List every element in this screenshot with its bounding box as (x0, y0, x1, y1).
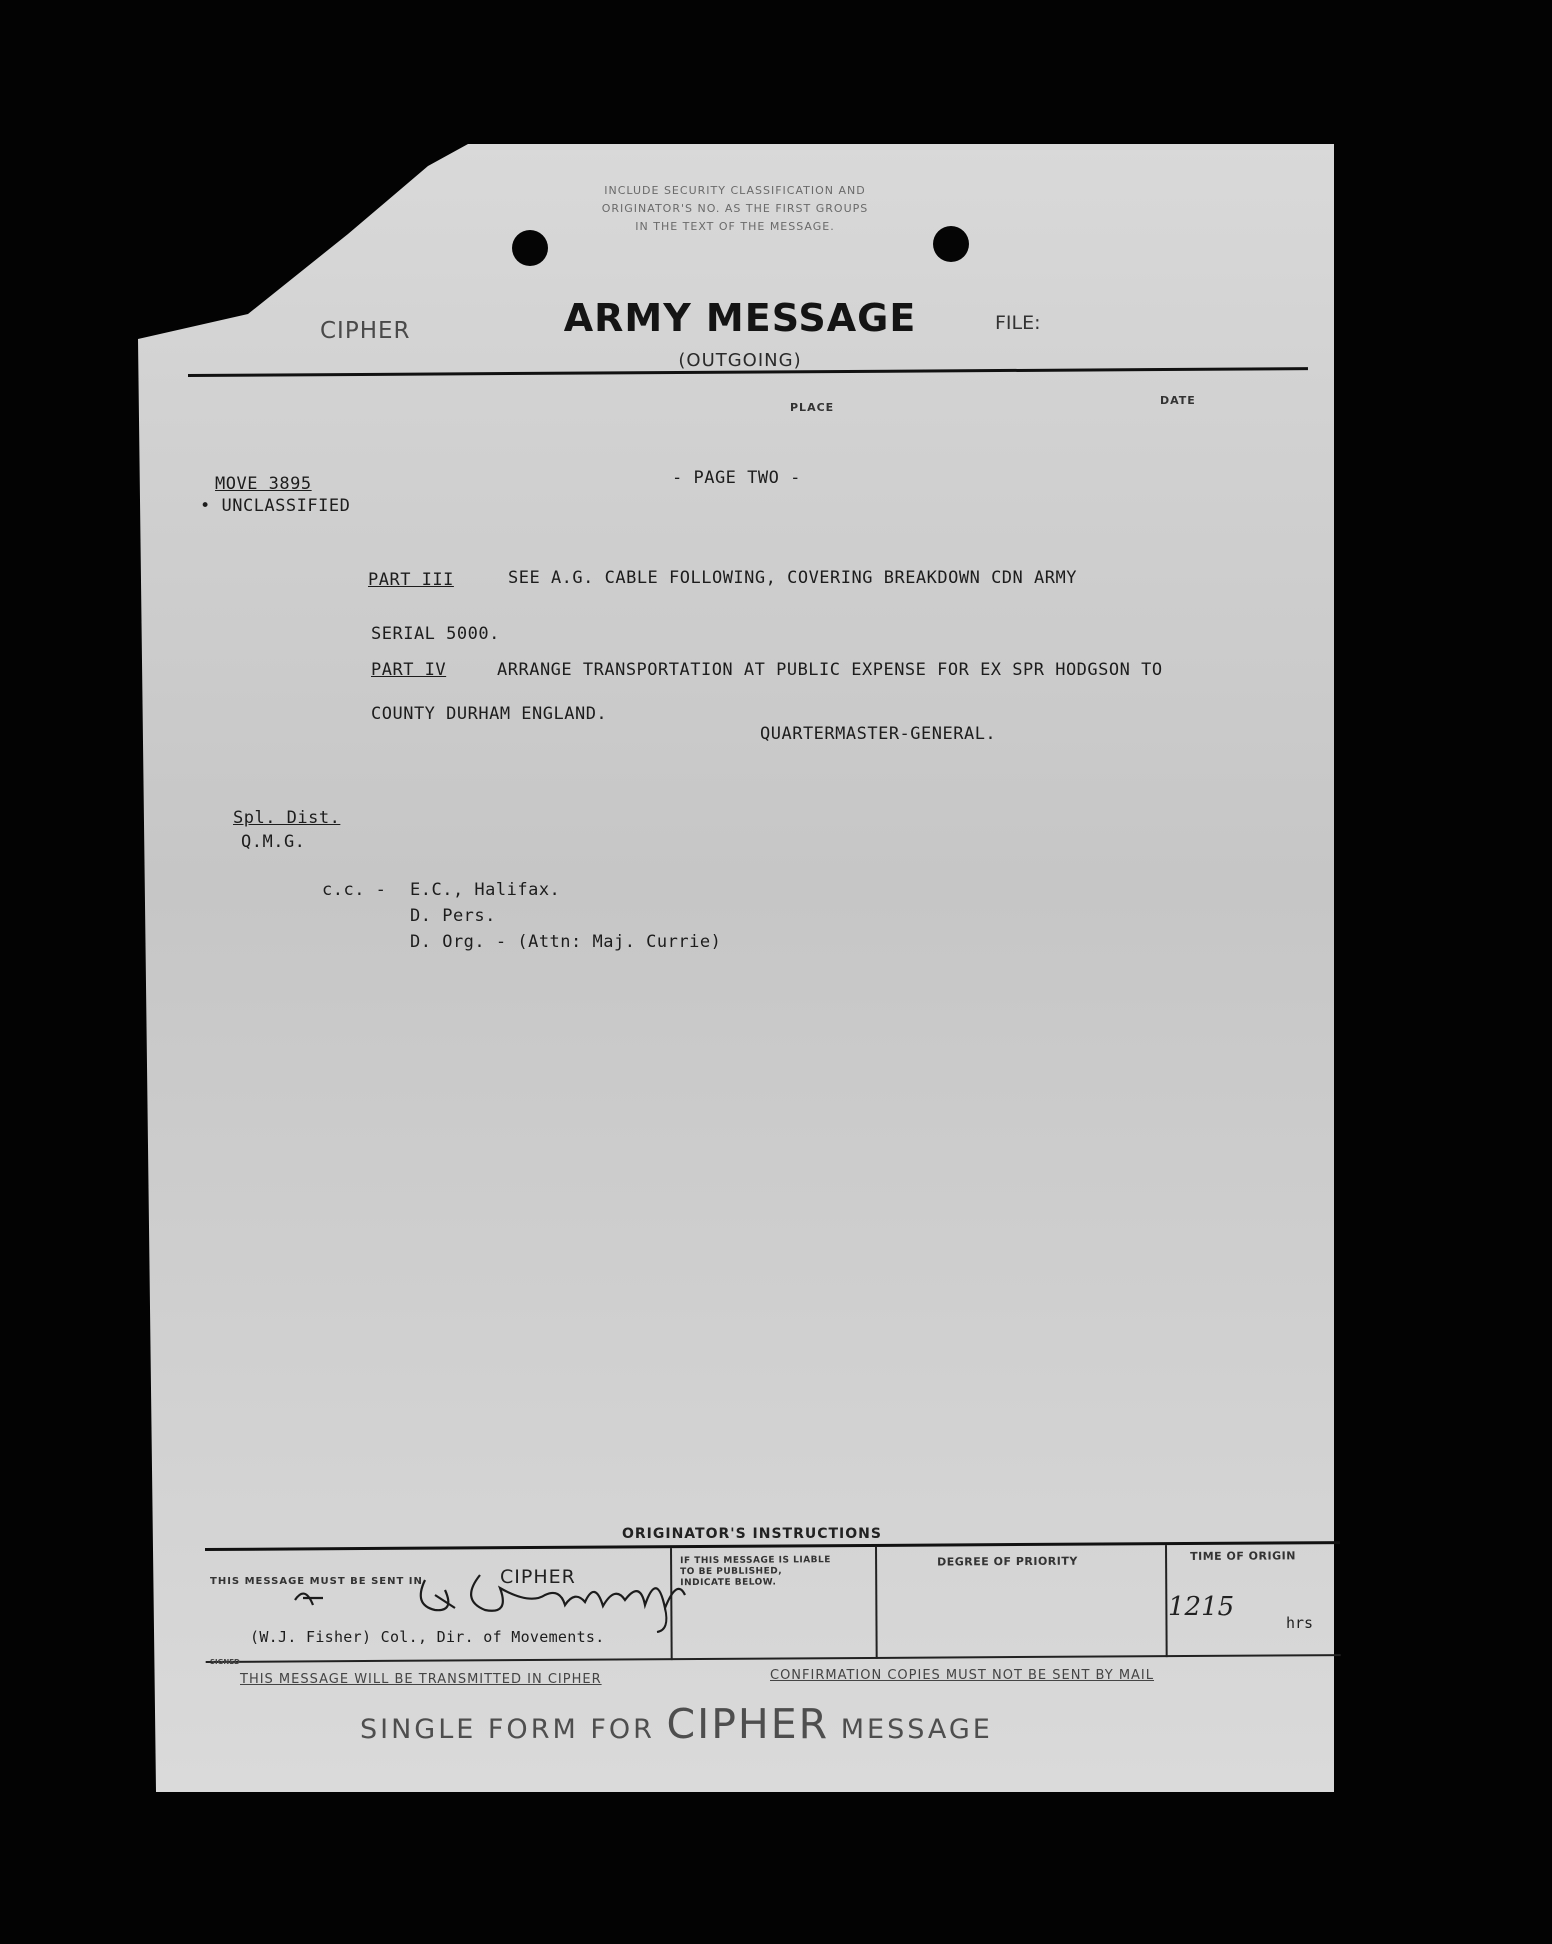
part4-heading: PART IV (371, 660, 447, 680)
part4-text: ARRANGE TRANSPORTATION AT PUBLIC EXPENSE FOR EX SPR HODGSON TO (497, 660, 1163, 680)
classification-text: UNCLASSIFIED (221, 496, 351, 516)
header-note-line-2: ORIGINATOR'S NO. AS THE FIRST GROUPS (601, 202, 869, 215)
form-footer-cipher: CIPHER (666, 1700, 830, 1748)
cc-recipient-1: E.C., Halifax. (410, 880, 561, 900)
must-be-sent-label: THIS MESSAGE MUST BE SENT IN (210, 1576, 423, 1587)
signer-name: (W.J. Fisher) Col., Dir. of Movements. (250, 1628, 605, 1646)
header-note-line-3: IN THE TEXT OF THE MESSAGE. (635, 220, 835, 233)
distribution-heading: Spl. Dist. (233, 808, 341, 828)
reference-number: MOVE 3895 (215, 474, 312, 494)
part3-heading: PART III (368, 570, 454, 590)
signature-stroke-3 (471, 1575, 685, 1611)
header-instructions (540, 182, 930, 236)
liable-note-1: IF THIS MESSAGE IS LIABLE (680, 1555, 831, 1567)
part3-text: SEE A.G. CABLE FOLLOWING, COVERING BREAKDOWN CDN ARMY (508, 568, 1077, 588)
form-footer-title (360, 1700, 993, 1748)
cipher-label: CIPHER (320, 318, 411, 344)
cc-label: c.c. - (322, 880, 387, 900)
punch-hole-right (933, 226, 969, 262)
form-subtitle: (OUTGOING) (678, 350, 802, 371)
file-label: FILE: (995, 312, 1041, 334)
distribution-line: Q.M.G. (241, 832, 306, 852)
liable-note-2: TO BE PUBLISHED, (680, 1566, 783, 1578)
signed-label: SIGNED (210, 1658, 240, 1666)
date-label: DATE (1160, 394, 1196, 407)
sign-off: QUARTERMASTER-GENERAL. (760, 724, 997, 744)
signature-stroke-4 (657, 1608, 666, 1632)
part3-text-continued: SERIAL 5000. (371, 624, 500, 644)
page-label: - PAGE TWO - (672, 468, 801, 488)
header-note-line-1: INCLUDE SECURITY CLASSIFICATION AND (604, 184, 866, 197)
signature-stroke-2 (421, 1580, 455, 1610)
part4-text-continued: COUNTY DURHAM ENGLAND. (371, 704, 608, 724)
priority-label: DEGREE OF PRIORITY (937, 1554, 1078, 1569)
hours-label: hrs (1286, 1614, 1314, 1632)
form-footer-suffix: MESSAGE (840, 1714, 993, 1745)
form-title: ARMY MESSAGE (563, 296, 917, 340)
confirmation-note: CONFIRMATION COPIES MUST NOT BE SENT BY MAIL (770, 1668, 1155, 1683)
cc-recipient-3: D. Org. - (Attn: Maj. Currie) (410, 932, 722, 952)
liable-note-3: INDICATE BELOW. (680, 1577, 777, 1589)
form-footer-prefix: SINGLE FORM FOR (360, 1714, 655, 1745)
time-of-origin-label: TIME OF ORIGIN (1190, 1549, 1296, 1563)
transmit-note: THIS MESSAGE WILL BE TRANSMITTED IN CIPHER (240, 1672, 602, 1687)
time-of-origin-value: 1215 (1168, 1592, 1235, 1622)
box-divider-2 (875, 1547, 878, 1659)
cipher-method: CIPHER (500, 1566, 576, 1588)
originator-instructions-title: ORIGINATOR'S INSTRUCTIONS (622, 1526, 882, 1542)
place-label: PLACE (790, 401, 835, 414)
classification: • UNCLASSIFIED (200, 496, 351, 516)
signature-stroke-1 (295, 1594, 323, 1605)
cc-recipient-2: D. Pers. (410, 906, 496, 926)
